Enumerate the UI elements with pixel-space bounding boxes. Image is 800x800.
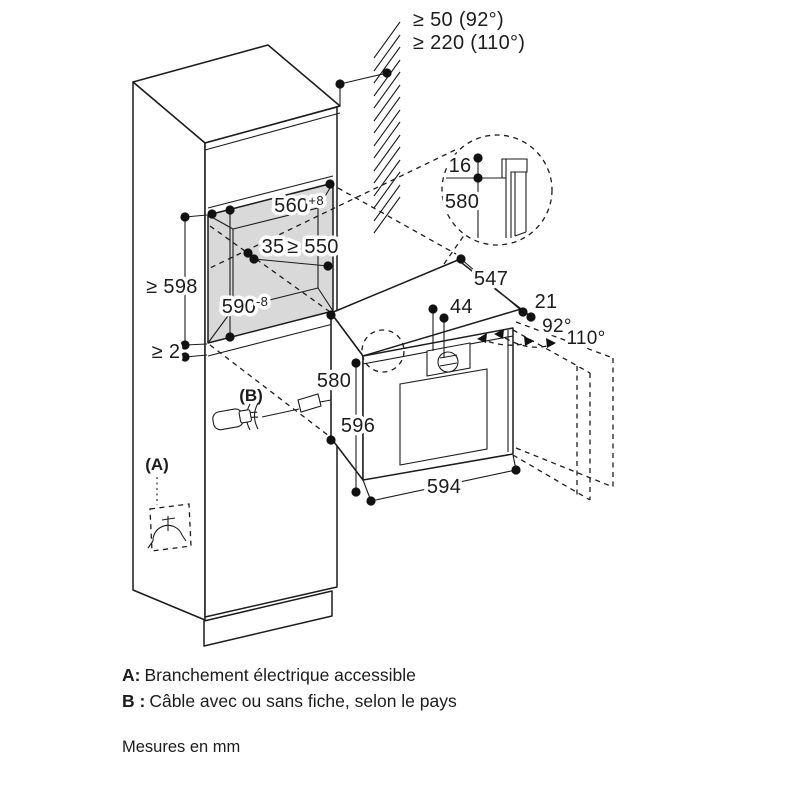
dim-wall-clearance	[335, 9, 525, 106]
dim-label-door-protrusion: 21	[534, 291, 558, 313]
detail-circle	[442, 135, 552, 245]
marker-a-label: (A)	[145, 455, 169, 474]
dim-label-niche-front-offset: 35	[261, 236, 285, 258]
legend-row-a	[122, 662, 457, 688]
dim-label-angle-92: 92°	[542, 316, 572, 337]
dim-label-oven-width: 594	[426, 476, 462, 498]
dim-label-side-height: ≥ 598	[146, 276, 198, 298]
dim-label-rail-thickness: 16	[448, 155, 472, 177]
legend-text-b: Câble avec ou sans fiche, selon le pays	[149, 691, 457, 711]
dim-label-knob-offset: 44	[450, 296, 473, 318]
legend-text-a: Branchement électrique accessible	[144, 665, 416, 685]
legend	[122, 662, 457, 714]
dim-label-niche-height: $590^{-8}$	[221, 294, 269, 318]
dim-label-niche-width: $560^{+8}$	[274, 193, 324, 217]
dim-label-niche-depth: ≥ 550	[287, 236, 339, 258]
dim-label-oven-front-height: 596	[340, 415, 376, 437]
dim-label-oven-body-height: 580	[316, 370, 352, 392]
legend-row-b	[122, 688, 457, 714]
wall-clearance-110-label: ≥ 220 (110°)	[413, 32, 526, 54]
dim-label-rail-height: 580	[444, 191, 480, 213]
marker-b-label: (B)	[239, 386, 263, 405]
legend-key-b: B :	[122, 691, 146, 711]
dim-label-angle-110: 110°	[566, 328, 606, 349]
oven	[331, 260, 521, 480]
dim-label-oven-depth: 547	[473, 268, 509, 290]
wall-clearance-92-label: ≥ 50 (92°)	[413, 9, 504, 31]
units-note-text: Mesures en mm	[122, 738, 241, 756]
legend-key-a: A:	[122, 665, 141, 685]
wall-hatch	[374, 22, 400, 233]
units-note	[122, 738, 240, 757]
dim-label-bottom-gap: ≥ 2	[151, 341, 181, 363]
